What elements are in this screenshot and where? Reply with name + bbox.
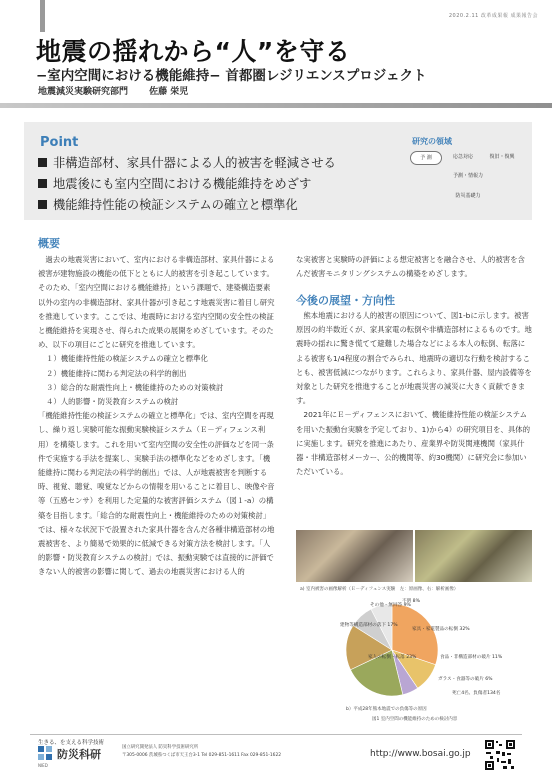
square-bullet-icon	[38, 200, 47, 209]
right-intro-text: な実被害と実験時の評価による想定被害とを融合させ、人的被害を含んだ被害モニタリングシステムの構築をめざします。	[296, 255, 525, 279]
figure-caption-main: 図1 室内空間の機能維持のための検討内容	[372, 717, 458, 722]
research-field-heading: 研究の領域	[412, 137, 452, 146]
footer-url[interactable]: http://www.bosai.go.jp	[370, 749, 471, 759]
pie-label: 建物等構造部材の落下 17%	[340, 623, 398, 628]
point-item: 機能維持性能の検証システムの確立と標準化	[38, 195, 336, 216]
field-chip-forecast-info: 予測・情報力	[452, 173, 483, 179]
analysis-image	[415, 530, 532, 582]
square-bullet-icon	[38, 179, 47, 188]
pie-label: 家具・家電製品の転倒 32%	[412, 627, 470, 632]
outlook-heading: 今後の展望・方向性	[296, 294, 395, 307]
author-line	[38, 84, 206, 97]
field-chip-recovery: 復旧・復興	[489, 154, 515, 160]
overview-list-item: １）機能維持性能の検証システムの確立と標準化	[46, 354, 208, 364]
address-line-1: 国立研究開発法人 防災科学技術研究所	[122, 745, 199, 750]
outlook-text	[296, 309, 532, 479]
page-subtitle: −室内空間における機能維持− 首都圏レジリエンスプロジェクト	[36, 68, 427, 84]
figure-caption-b: b）平成28年熊本地震での負傷等の原因	[346, 707, 427, 712]
overview-text	[38, 253, 275, 580]
header-divider-band	[0, 103, 552, 108]
department-name: 地震減災実験研究部門	[38, 87, 129, 97]
overview-list-item: ４）人的影響・防災教育システムの検討	[46, 397, 179, 407]
author-name: 佐藤 栄児	[149, 87, 189, 97]
field-chip-prediction: 予 測	[410, 151, 442, 165]
pie-label: その他・無回答 9%	[370, 603, 411, 608]
outlook-paragraph-2: 2021年にＥ－ディフェンスにおいて、機能維持性能の検証システムを用いた振動台実験を予定しており、1)から4）の研究項目を、具体的に実施します。研究を推進にあたり、産業界や防災関連機関（家具什器・非構造部材メーカー、公的機関等、約30機関）に研究会に参加いただいている。	[296, 410, 531, 477]
pie-label: 不明 8%	[402, 599, 420, 604]
overview-list-item: ２）機能維持に関わる判定法の科学的創出	[46, 368, 187, 378]
overview-list-item: ３）総合的な耐震性向上・機能維持のための対策検討	[46, 382, 224, 392]
logo-org-en: NIED	[38, 763, 48, 768]
original-image	[296, 530, 413, 582]
footer-address	[122, 744, 281, 760]
pie-label: 家人の転倒・転落 23%	[368, 655, 417, 660]
qr-code-icon	[484, 739, 516, 771]
logo-org-name: 防災科研	[57, 748, 101, 761]
address-line-2: 〒305-0006 茨城県つくば市天王台3-1 Tel 029-851-1611 Fax 029-851-1622	[122, 753, 282, 758]
point-item: 非構造部材、家具什器による人的被害を軽減させる	[38, 153, 336, 174]
header-tab-marker	[40, 0, 45, 32]
point-item: 地震後にも室内空間における機能維持をめざす	[38, 174, 336, 195]
nied-logo-icon	[38, 746, 52, 760]
footer-divider	[30, 734, 522, 735]
overview-paragraph-1: 過去の地震災害において、室内における非構造部材、家具什器による被害が建物施設の機能の低下とともに人的被害を引き起こしています。そのため、「室内空間における機能維持」という課題で、建築構造要素以外の室内の非構造部材、家具什器が引き起こす地震災害に着目し研究を推進しています。ここでは、地震時における室内空間の安全性の検証と機能維持を実現させ、得られた成果の展開をめざしています。そのため、以下の項目にごとに研究を推進しています。	[38, 255, 275, 350]
point-list	[38, 153, 336, 216]
point-heading: Point	[40, 135, 79, 150]
field-chip-response: 応急対応	[452, 154, 473, 160]
pie-chart	[330, 592, 530, 704]
pie-label: ガラス・食器等の破片 6%	[438, 677, 493, 682]
field-chip-basic: 防災基礎力	[455, 193, 481, 199]
outlook-paragraph-1: 熊本地震における人的被害の原因について、図1-bに示します。被害原因の約半数近くが、家具家電の転倒や非構造部材によるものです。地震時の揺れに驚き慌てて避難した場合などによる本人の転倒、転落による被害も1/4程度の割合でみられ、地震時の適切な行動を検討することも、被害低減につながります。これらより、家具什器、屋内設備等を対象とした研究を推進することが地震災害の減災に大きく貢献できます。	[296, 311, 532, 406]
figure-1a-images	[296, 530, 532, 582]
pie-label: 食品・非構造部材の破片 11%	[440, 655, 503, 660]
overview-heading: 概要	[38, 237, 60, 250]
square-bullet-icon	[38, 158, 47, 167]
pie-label: 死亡4名、負傷者134名	[452, 691, 501, 696]
logo-tagline: 生きる、を支える科学技術	[38, 740, 105, 746]
overview-paragraph-2: 「機能維持性能の検証システムの確立と標準化」では、室内空間を再現し、繰り返し実験可能な振動実験検証システム（Ｅ－ディフェンス利用）を構築します。これを用いて室内空間の安全性の評価などを同一条件で実施する手法を提案し、実験手法の標準化などをめざします。「機能維持に関わる判定法の科学的創出」では、人が地震被害を判断する時、視覚、聴覚、嗅覚などからの情報を用いることに着目し、映像や音等（五感センサ）を利用した定量的な被害評価システム（図１-a）の構築を目指します。「総合的な耐震性向上・機能維持のための対策検討」では、様々な状況下で設置された家具什器を含んだ各種非構造部材の地震被害を、より簡易で効果的に低減できる対策方法を検討します。「人的影響・防災教育システムの検討」では、振動実験では直接的に評価できない人的被害の影響に関して、過去の地震災害における人的	[38, 411, 275, 577]
date-line: 2020.2.11 改革成果報 成果報告会	[448, 13, 538, 19]
page-title: 地震の揺れから“人”を守る	[36, 37, 351, 66]
figure-caption-a: a) 室内被害の画像解析（Ｅ－ディフェンス実験 左：原画像、右：解析画像）	[300, 587, 459, 592]
